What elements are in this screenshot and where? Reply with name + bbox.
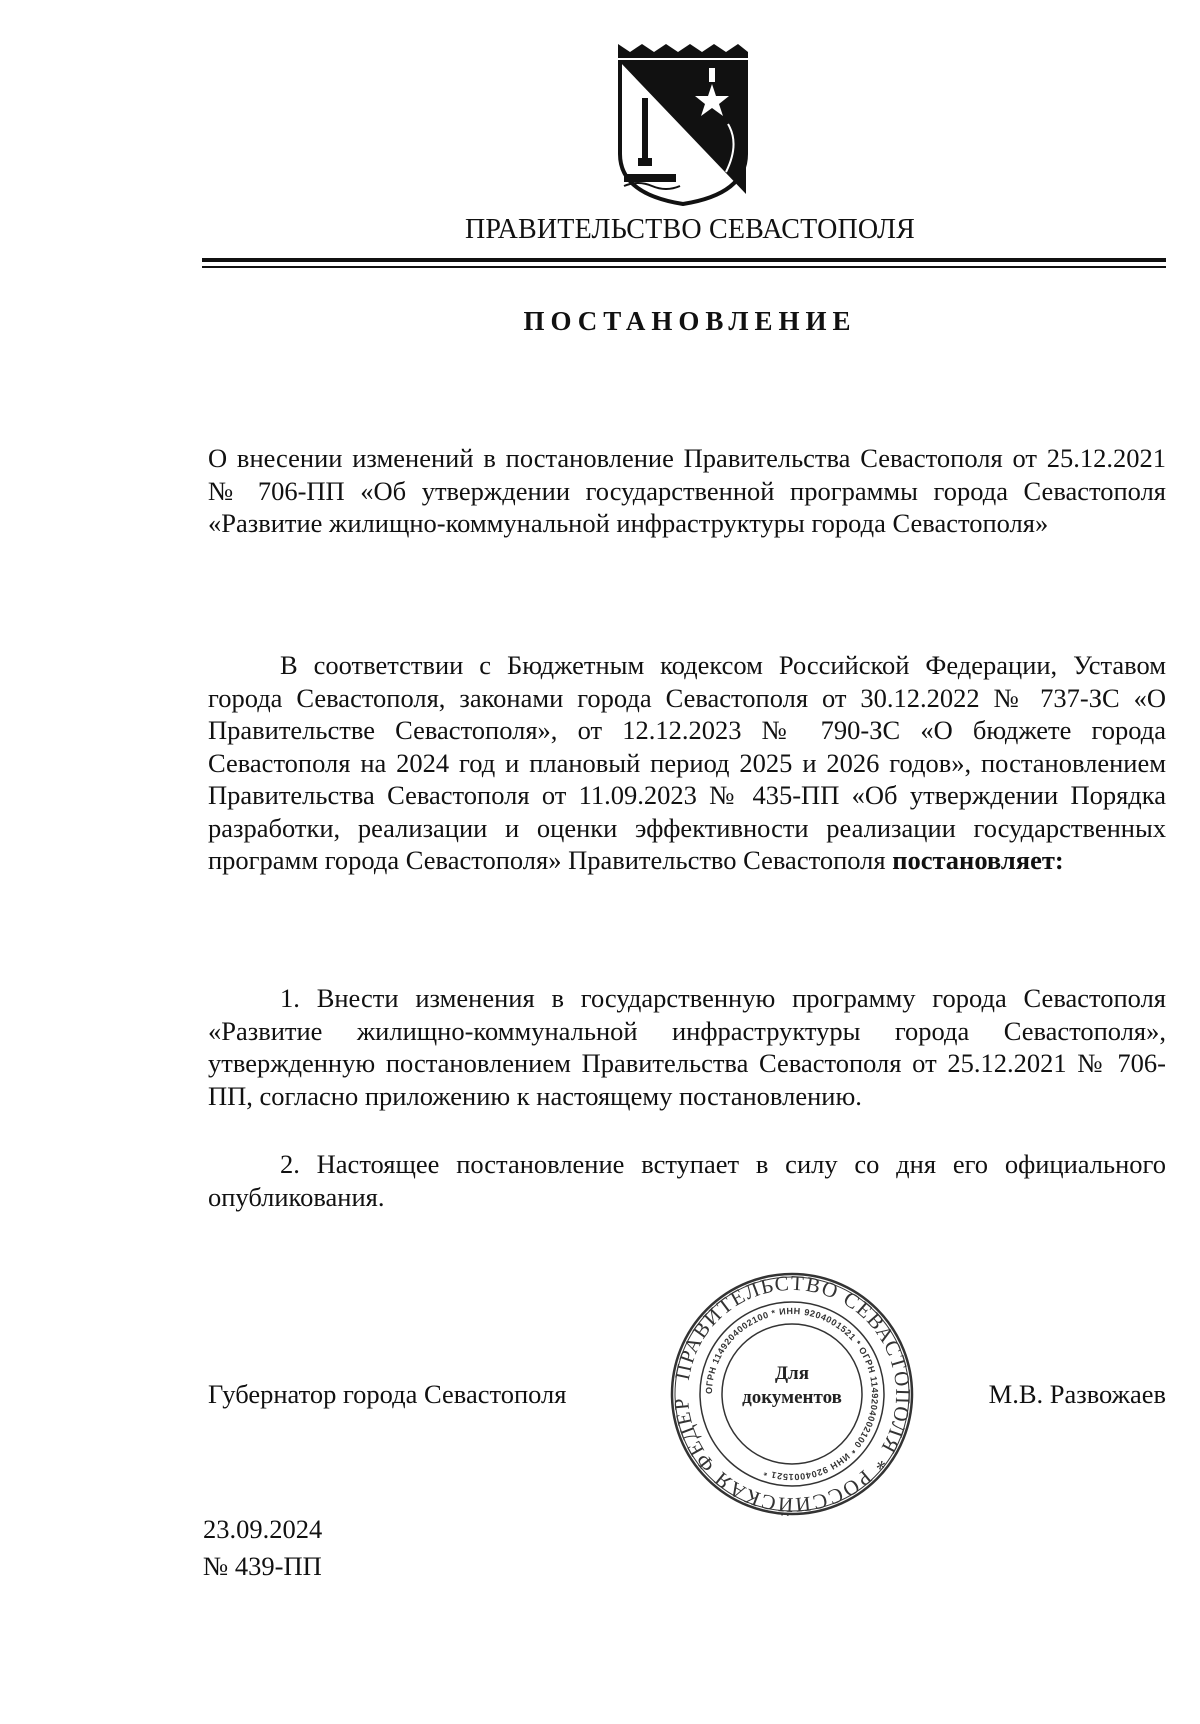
signatory-role: Губернатор города Севастополя xyxy=(208,1379,567,1409)
document-subject: О внесении изменений в постановление Правительства Севастополя от 25.12.2021 № 706-ПП «Об утверждении государственной программы города Севастополя «Развитие жилищно-коммунальной инфраструктуры города Севастополя» xyxy=(208,443,1166,538)
seal-center-line-2: документов xyxy=(742,1387,842,1408)
decree-item-2: 2. Настоящее постановление вступает в силу со дня его официального опубликования. xyxy=(208,1149,1166,1212)
seal-outer-text: ПРАВИТЕЛЬСТВО СЕВАСТОПОЛЯ * РОССИЙСКАЯ ФЕДЕР xyxy=(669,1270,916,1518)
header-divider-thick xyxy=(202,258,1166,262)
decree-item-1: 1. Внести изменения в государственную программу города Севастополя «Развитие жилищно-коммунальной инфраструктуры города Севастополя», утвержденную постановлением Правительства Севастополя от 25.12.2021 № 706-ПП, согласно приложению к настоящему постановлению. xyxy=(208,983,1166,1111)
seal-center-line-1: Для xyxy=(774,1363,809,1384)
document-date: 23.09.2024 xyxy=(203,1514,323,1544)
government-name: ПРАВИТЕЛЬСТВО СЕВАСТОПОЛЯ xyxy=(464,214,916,245)
document-number: № 439-ПП xyxy=(203,1551,322,1581)
legal-basis xyxy=(208,649,1166,877)
document-type: ПОСТАНОВЛЕНИЕ xyxy=(523,306,857,336)
header-divider-thin xyxy=(202,266,1166,268)
seal-inner-text: ОГРН 1149204002100 * ИНН 9204001521 * ОГРН 1149204002100 * ИНН 9204001521 * xyxy=(703,1305,881,1483)
sevastopol-coat-of-arms-icon xyxy=(616,44,750,206)
decision-word: постановляет: xyxy=(892,845,1064,875)
seal-center-text xyxy=(668,1362,916,1410)
signatory-name: М.В. Развожаев xyxy=(988,1379,1166,1409)
legal-basis-text: В соответствии с Бюджетным кодексом Российской Федерации, Уставом города Севастополя, законами города Севастополя от 30.12.2022 № 737-ЗС «О Правительстве Севастополя», от 12.12.2023 № 790-ЗС «О бюджете города Севастополя на 2024 год и плановый период 2025 и 2026 годов», постановлением Правительства Севастополя от 11.09.2023 № 435-ПП «Об утверждении Порядка разработки, реализации и оценки эффективности реализации государственных программ города Севастополя» Правительство Севастополя xyxy=(208,650,1166,875)
